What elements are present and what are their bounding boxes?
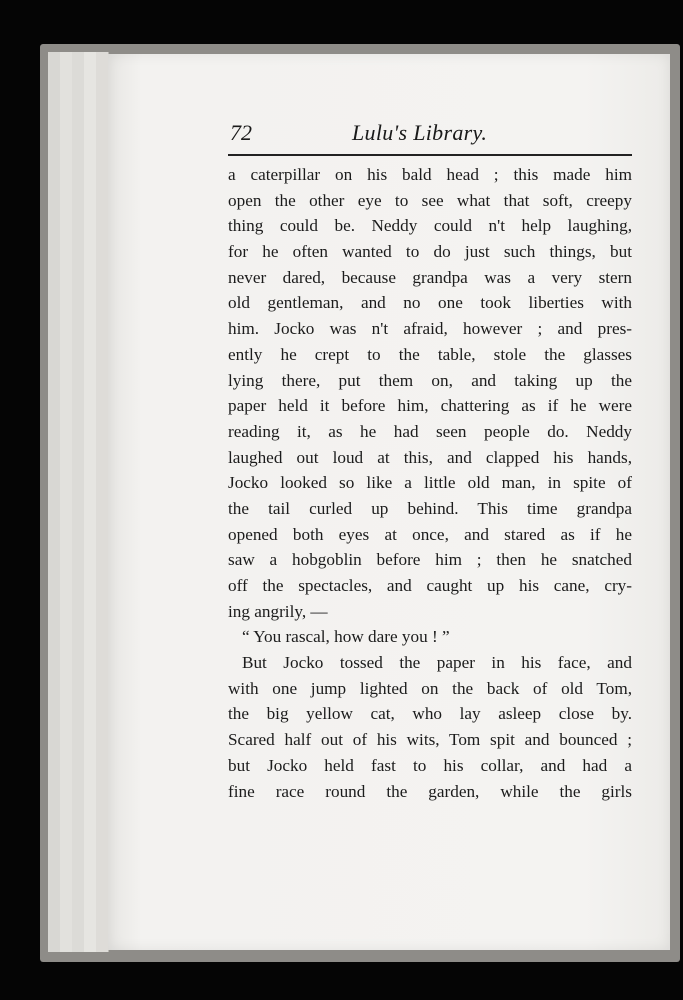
text-line: him. Jocko was n't afraid, however ; and pres- xyxy=(228,319,632,339)
page-number: 72 xyxy=(230,120,252,145)
text-line: the tail curled up behind. This time grandpa xyxy=(228,498,632,518)
text-line: for he often wanted to do just such things, but xyxy=(228,242,632,262)
text-line: lying there, put them on, and taking up the xyxy=(228,370,632,390)
text-line: thing could be. Neddy could n't help laughing, xyxy=(228,216,632,236)
text-line: ing angrily, — xyxy=(228,601,328,621)
text-line: open the other eye to see what that soft, creepy xyxy=(228,190,632,210)
text-line: fine race round the garden, while the girls xyxy=(228,781,632,801)
text-line: ently he crept to the table, stole the glasses xyxy=(228,344,632,364)
text-line: opened both eyes at once, and stared as if he xyxy=(228,524,632,544)
text-line: never dared, because grandpa was a very stern xyxy=(228,267,632,287)
page-header xyxy=(230,120,638,156)
text-line: paper held it before him, chattering as if he were xyxy=(228,396,632,416)
text-line: with one jump lighted on the back of old Tom, xyxy=(228,678,632,698)
text-line: the big yellow cat, who lay asleep close by. xyxy=(228,704,632,724)
text-line: laughed out loud at this, and clapped his hands, xyxy=(228,447,632,467)
running-title: Lulu's Library. xyxy=(352,120,488,145)
text-line: reading it, as he had seen people do. Neddy xyxy=(228,421,632,441)
text-line: saw a hobgoblin before him ; then he snatched xyxy=(228,550,632,570)
text-line: But Jocko tossed the paper in his face, and xyxy=(242,653,632,673)
text-line: “ You rascal, how dare you ! ” xyxy=(242,627,450,647)
body-text xyxy=(228,162,632,804)
text-line: Jocko looked so like a little old man, in spite of xyxy=(228,473,632,493)
header-rule xyxy=(228,154,632,156)
text-line: a caterpillar on his bald head ; this made him xyxy=(228,165,632,184)
text-line: old gentleman, and no one took liberties with xyxy=(228,293,632,313)
text-line: Scared half out of his wits, Tom spit and bounced ; xyxy=(228,730,632,750)
text-line: off the spectacles, and caught up his cane, cry- xyxy=(228,576,632,595)
text-line: but Jocko held fast to his collar, and had a xyxy=(228,755,632,775)
